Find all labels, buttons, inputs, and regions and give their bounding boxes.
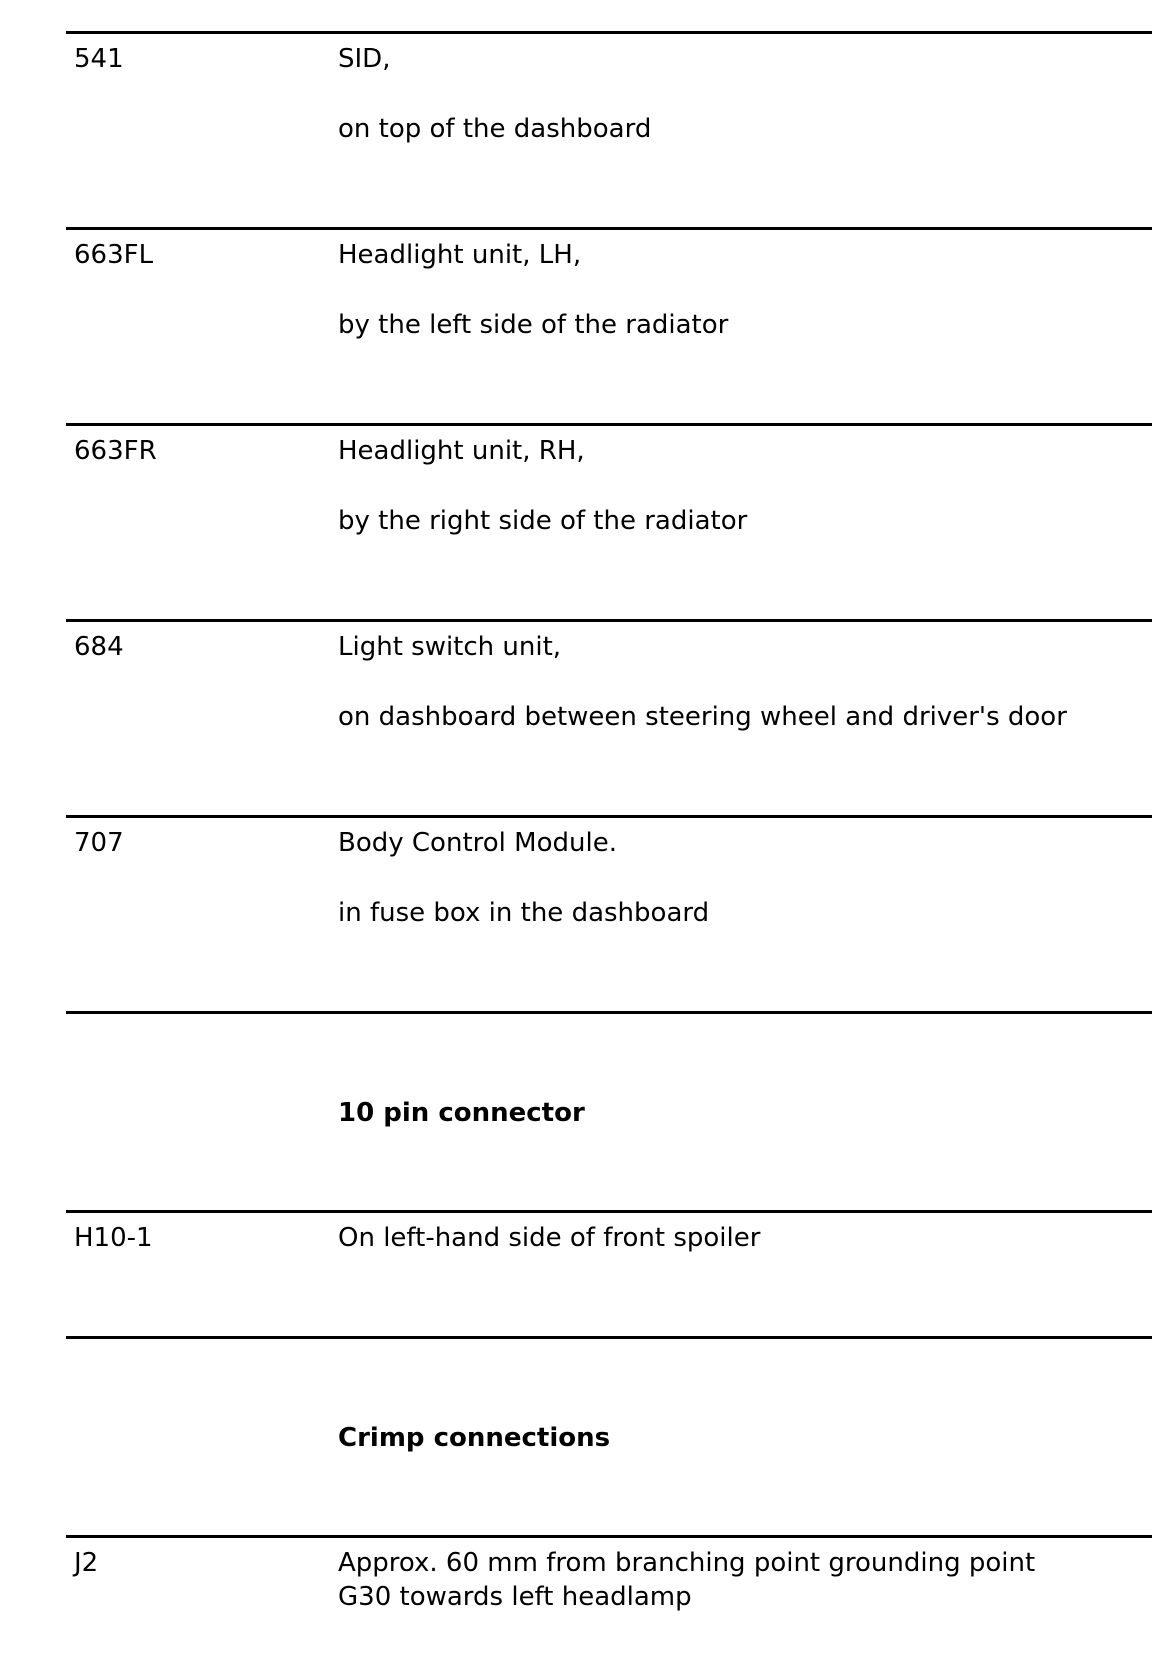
- component-location: on top of the dashboard: [338, 114, 652, 144]
- row-divider: [66, 1535, 1152, 1538]
- component-name: Light switch unit,: [338, 632, 562, 662]
- row-divider: [66, 423, 1152, 426]
- component-name: Body Control Module.: [338, 828, 617, 858]
- row-divider: [66, 1210, 1152, 1213]
- connector-location: On left-hand side of front spoiler: [338, 1223, 761, 1253]
- component-location: by the right side of the radiator: [338, 506, 748, 536]
- crimp-location-line-1: Approx. 60 mm from branching point grounding point: [338, 1548, 1036, 1578]
- component-name: SID,: [338, 44, 391, 74]
- component-name: Headlight unit, RH,: [338, 436, 585, 466]
- component-code: 541: [74, 44, 124, 74]
- component-code: 707: [74, 828, 124, 858]
- component-code: 684: [74, 632, 124, 662]
- section-heading-crimp: Crimp connections: [338, 1423, 611, 1453]
- component-location: on dashboard between steering wheel and driver's door: [338, 702, 1067, 732]
- component-code: 663FR: [74, 436, 157, 466]
- section-divider: [66, 1336, 1152, 1339]
- row-divider: [66, 31, 1152, 34]
- component-code: 663FL: [74, 240, 154, 270]
- row-divider: [66, 815, 1152, 818]
- section-heading-connector: 10 pin connector: [338, 1098, 585, 1128]
- section-divider: [66, 1011, 1152, 1014]
- row-divider: [66, 619, 1152, 622]
- crimp-code: J2: [74, 1548, 99, 1578]
- component-location: by the left side of the radiator: [338, 310, 729, 340]
- row-divider: [66, 227, 1152, 230]
- connector-code: H10-1: [74, 1223, 153, 1253]
- component-location: in fuse box in the dashboard: [338, 898, 710, 928]
- crimp-location-line-2: G30 towards left headlamp: [338, 1582, 692, 1612]
- component-name: Headlight unit, LH,: [338, 240, 582, 270]
